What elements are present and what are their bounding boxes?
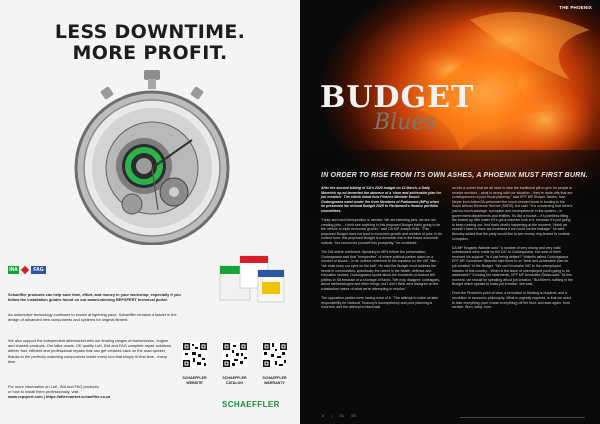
section-label: THE PHOENIX: [559, 5, 592, 10]
stopwatch-gear-illustration: [62, 70, 242, 245]
article-subtitle: Blues: [374, 110, 436, 135]
qr-catalog[interactable]: [218, 342, 251, 385]
ad-para-1: As automotive technology continues to evolve at lightning pace, Schaeffler remains a leader in the design of advanced new components and systems for original fitment.: [8, 312, 177, 323]
ad-lead: Schaeffler products can help save time, effort, and money in your workshop, especially if you follow the installation guides found on our award-winning REPXPERT technical portal.: [8, 292, 181, 303]
ina-logo: INA: [9, 267, 18, 273]
article-paragraph: us into a corner that we all have to take the traditional gift to give for people to receive services – what is wrong with our situation – they're trade-offs that are consequences of poor fiscal planning," said EFF MP Sinawo Tambo. Ivan Meyer from ActionSA welcomed the much-needed boost in funding to the South African Revenue Service (SARS), but said: "It is concerning that there's just too much wastage, corruption and incompetence in the system – in government departments and entities. It's like a bucket – it's pointless filling the bucket up with water if it's got a massive hole in it, because it's just going to keep running out. And that's what's happening at the moment. I think we wouldn't have to have tax increases if we could cut the leakage." he said. Beesley added that the party would like to see money ring fenced to combat corruption.: [452, 186, 573, 241]
footer-issue: 01: [339, 413, 344, 418]
ad-lead-text: [8, 292, 188, 302]
qr-code-icon: [182, 342, 208, 368]
qr-label-line-1: SCHAEFFLER: [182, 376, 207, 380]
footer-month: 06: [351, 413, 356, 418]
ad-para-2: We also support the independent aftermarket with our leading ranges of transmission, engine and chassis products. Our tailor-made, OE quality LuK, INA and FAG complete repair solutions deliver fast, efficient and professional repairs that can get vehicles back on the road quicker, thanks to the perfectly matching components inside every box that simply fit first time - every time.: [8, 338, 172, 364]
fag-logo: FAG: [31, 266, 46, 274]
qr-label-line-1: SCHAEFFLER: [262, 376, 287, 380]
article-paragraph: DA MP Kingsley Wakelin said: "a number of very strong and very valid submissions were made by the DA" to Godongwana, but none of them received his support. "Is it just being defiant?" Wakelin asked Godongwana. EFF MP Constance Mkhonto said there is no "clear and achievable plan for job creation" in the Budget. "We can't increase VAT to the unemployed masses of this country... When is the issue of unemployed youth going to be addressed?" Echoing her statements, EFF MP Annacleta Siwisa said: "At this moment, we should be speaking about job creation." But there's nothing in the Budget which speaks to mass job creation, she said.: [452, 245, 573, 287]
footer-separator: |: [331, 413, 333, 418]
footer-page-number: 6: [322, 413, 325, 418]
qr-label-line-2: WEBSITE: [186, 380, 203, 385]
ad-website-links[interactable]: www.repxpert.com | https://aftermarket.schaeffler.co.za: [8, 394, 111, 400]
qr-label-line-2: CATALOG: [225, 380, 244, 385]
ad-paragraph-1: [8, 312, 188, 322]
article-paragraph: The opposition parties were having none of it. "The attempt to make us take responsibility for National Treasury's incompetency and poor planning is incorrect, and the attempt to blackmail: [321, 295, 439, 310]
headline-line-2: MORE PROFIT.: [72, 42, 228, 64]
article-paragraph: From the Phoenix's point of view, a revolution in thinking is required, and a revolution in economic philosophy. What is urgently required, is that we need to take everything (and I mean everything) off the floor, and start again, from scratch. Burn, baby, burn.: [452, 291, 571, 310]
headline-line-1: LESS DOWNTIME.: [54, 21, 246, 43]
qr-label-line-1: SCHAEFFLER: [222, 376, 247, 380]
ad-paragraph-3: [8, 384, 188, 400]
qr-code-row: [178, 342, 291, 385]
qr-website[interactable]: [178, 342, 211, 385]
qr-label-line-2: WARRANTY: [264, 380, 285, 385]
article-paragraph: "Deep and hard introspection is needed. We are bleeding jobs, we are not creating jobs... I don't see anything in this proposed Budget that's going to be the vehicle to triple economic growth," said DA MP Joseph Britz. "This proposed Budget does not lead to economic growth and creation of jobs. In its current form, this proposed Budget is a domestic risk to the future economic outlook. You cannot tax yourself into prosperity," he continued.: [321, 218, 442, 246]
qr-code-icon: [262, 342, 288, 368]
qr-label: [218, 376, 251, 385]
ad-para-3-line-2: or how to install them professionally, visit:: [8, 389, 80, 395]
ad-paragraph-2: [8, 338, 174, 364]
article-page: [300, 0, 600, 424]
article-title: BUDGET: [320, 80, 475, 115]
qr-warranty[interactable]: [258, 342, 291, 385]
qr-code-icon: [222, 342, 248, 368]
article-intro: After the second tabling of SA's 2025 budget on 12 March, a Daily Maverick op-ed lamented the absence of a 'clear and achievable plan for job creation'. The article listed how Finance Minister Enoch Godongwana came under fire from Members of Parliament (MPs) when he presented his revised Budget 2025 to Parliament's finance portfolio committees.: [321, 186, 442, 213]
article-kicker: IN ORDER TO RISE FROM ITS OWN ASHES, A PHOENIX MUST FIRST BURN.: [321, 172, 588, 179]
article-column-2: [452, 186, 573, 314]
article-paragraph: The DM article continued: Speaking to MPs before the presentation, Godongwana said that "irrespective" of where political parties stand on a number of issues – in an indirect reference to the impasse on the VAT hike – "we must keep our eyes on the ball". He said the Budget must address the needs in communities, specifically the needs in the health, defence and education sectors. Godongwana spoke about the hundreds of doctors left jobless in SA because of a shortage of funds. "We may disagree, colleagues, about methodologies and other things, but I don't think we'd disagree on the substantive nature of what we're attempting to resolve.": [321, 250, 441, 291]
qr-label: [178, 376, 211, 385]
footer-rule: [460, 417, 585, 418]
article-column-1: [321, 186, 442, 314]
qr-label: [258, 376, 291, 385]
ad-headline: [0, 22, 300, 64]
schaeffler-logo: SCHAEFFLER: [222, 400, 280, 409]
luk-logo-icon: [21, 266, 29, 274]
ad-para-3-line-1: For more information on LuK, INA and FAG products,: [8, 384, 100, 389]
product-boxes-image: [218, 252, 286, 304]
brand-logos: [8, 266, 46, 274]
page-footer: [322, 413, 362, 418]
